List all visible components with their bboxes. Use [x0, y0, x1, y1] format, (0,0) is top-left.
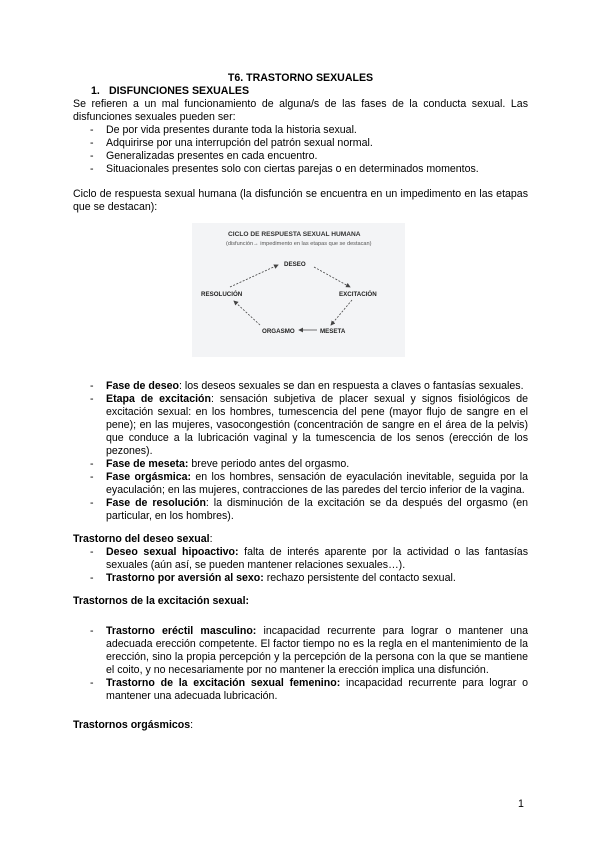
list-item: - Trastorno de la excitación sexual femenino: incapacidad recurrente para lograr o mantener una adecuada lubricación.	[73, 677, 528, 703]
list-item: - De por vida presentes durante toda la historia sexual.	[73, 124, 528, 137]
arousal-list	[73, 625, 528, 703]
page-number: 1	[518, 798, 524, 810]
section-heading	[73, 85, 528, 98]
document-title: T6. TRASTORNO SEXUALES	[227, 72, 374, 84]
list-item: - Deseo sexual hipoactivo: falta de interés aparente por la actividad o las fantasías sexuales (aún así, se pueden mantener relaciones sexuales…).	[73, 546, 528, 572]
list-item: - Etapa de excitación: sensación subjetiva de placer sexual y signos fisiológicos de excitación sexual: en los hombres, tumescencia del pene (mayor flujo de sangre en el pene); en las mujeres, vasocongestión (concentración de sangre en el área de la pelvis) que conduce a la lubricación vaginal y la tumescencia de los senos (erección de los pezones).	[73, 393, 528, 458]
node-meseta: MESETA	[320, 328, 346, 335]
arrow-orgasmo-resolucion	[234, 301, 260, 325]
node-deseo: DESEO	[284, 261, 306, 268]
list-item: - Fase de meseta: breve periodo antes del orgasmo.	[73, 458, 528, 471]
phases-list	[73, 380, 528, 523]
section-number: 1.	[91, 85, 100, 97]
list-item: - Generalizadas presentes en cada encuentro.	[73, 150, 528, 163]
list-item: - Trastorno eréctil masculino: incapacidad recurrente para lograr o mantener una adecuada erección competente. El factor tiempo no es la regla en el mantenimiento de la erección, sino la propia percepción y la percepción de la persona con la que se mantiene el coito, y no necesariamente por no mantener la erección implica una disfunción.	[73, 625, 528, 677]
node-orgasmo: ORGASMO	[262, 328, 295, 335]
cycle-intro: Ciclo de respuesta sexual humana (la disfunción se encuentra en un impedimento en las etapas que se destacan):	[73, 188, 528, 213]
intro-paragraph: Se refieren a un mal funcionamiento de alguna/s de las fases de la conducta sexual. Las disfunciones sexuales pueden ser:	[73, 98, 528, 123]
orgasmic-heading: Trastornos orgásmicos:	[73, 719, 194, 731]
node-excitacion: EXCITACIÓN	[339, 291, 377, 298]
arrow-deseo-excitacion	[314, 267, 350, 287]
diagram-title: CICLO DE RESPUESTA SEXUAL HUMANA	[228, 231, 361, 238]
list-item: - Fase de resolución: la disminución de la excitación se da después del orgasmo (en particular, en los hombres).	[73, 497, 528, 523]
arrow-resolucion-deseo	[230, 265, 278, 287]
list-item: - Situacionales presentes solo con ciertas parejas o en determinados momentos.	[73, 163, 528, 176]
list-item: - Trastorno por aversión al sexo: rechazo persistente del contacto sexual.	[73, 572, 528, 585]
sexual-cycle-diagram	[192, 223, 405, 357]
node-resolucion: RESOLUCIÓN	[201, 291, 243, 298]
desire-list	[73, 546, 528, 585]
document-page	[73, 72, 528, 732]
types-list	[73, 124, 528, 176]
cycle-diagram-svg	[192, 223, 405, 357]
list-item: - Adquirirse por una interrupción del patrón sexual normal.	[73, 137, 528, 150]
arousal-heading: Trastornos de la excitación sexual:	[73, 595, 250, 607]
desire-heading: Trastorno del deseo sexual:	[73, 533, 213, 545]
arrow-excitacion-meseta	[331, 300, 352, 325]
diagram-subtitle: (disfunción→ impedimento en las etapas que se destacan)	[226, 241, 372, 247]
list-item: - Fase de deseo: los deseos sexuales se dan en respuesta a claves o fantasías sexuales.	[73, 380, 528, 393]
section-label: DISFUNCIONES SEXUALES	[108, 85, 250, 97]
list-item: - Fase orgásmica: en los hombres, sensación de eyaculación inevitable, seguida por la eyaculación; en las mujeres, contracciones de las paredes del tercio inferior de la vagina.	[73, 471, 528, 497]
